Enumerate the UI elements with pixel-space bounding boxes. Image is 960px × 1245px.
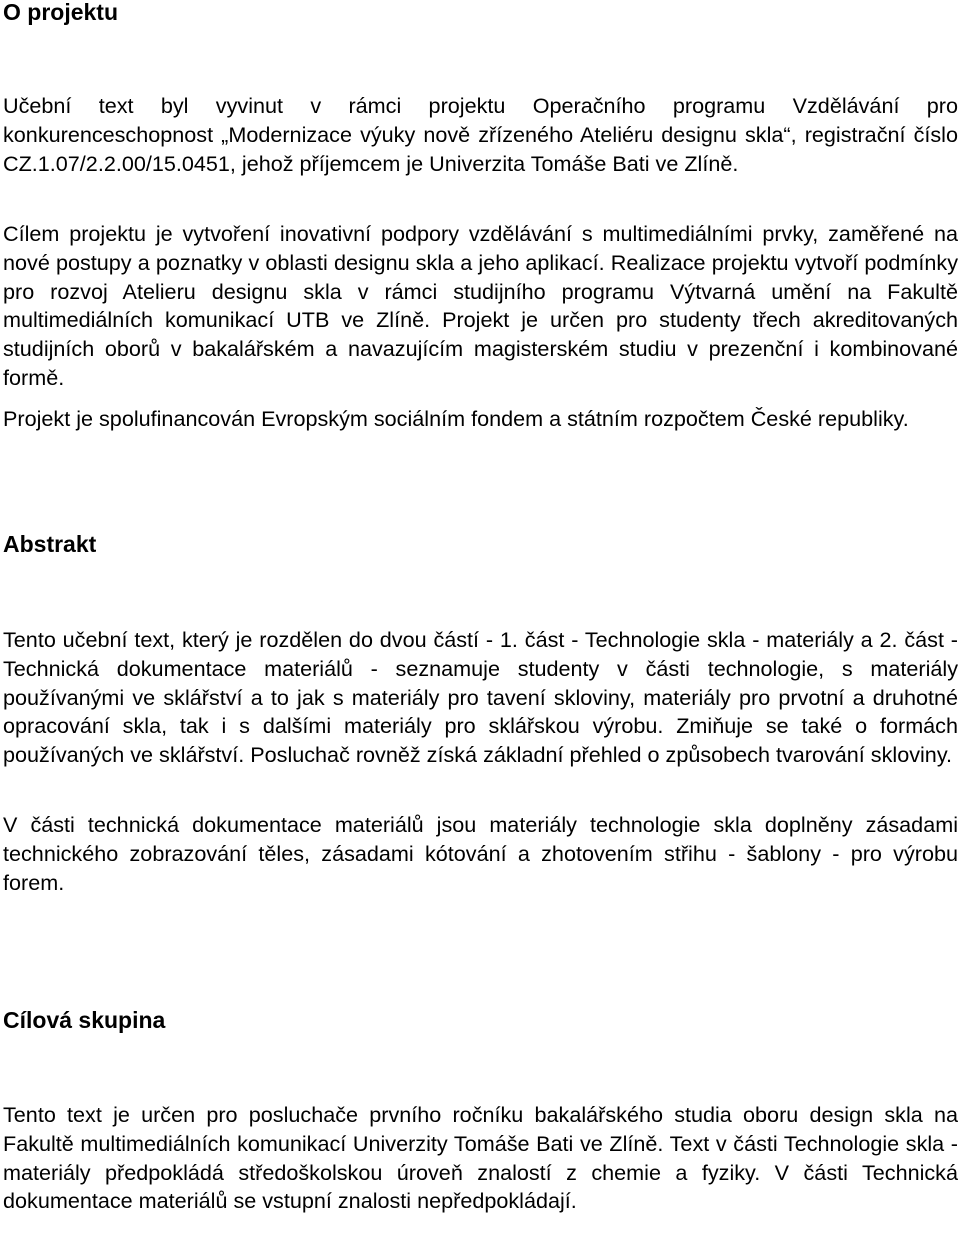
paragraph-projekt-financovani: Projekt je spolufinancován Evropským sociálním fondem a státním rozpočtem České republiky. [3, 406, 909, 431]
section-heading-o-projektu: O projektu [3, 0, 119, 25]
section-heading-cilova-skupina: Cílová skupina [3, 1007, 166, 1033]
section-heading-abstrakt: Abstrakt [3, 531, 97, 557]
paragraph-abstrakt-dokumentace: V části technická dokumentace materiálů jsou materiály technologie skla doplněny zásadami technického zobrazování těles, zásadami kótování a zhotovením střihu - šablony - pro výrobu forem. [3, 812, 958, 895]
paragraph-abstrakt-obsah: Tento učební text, který je rozdělen do dvou částí - 1. část - Technologie skla - materiály a 2. část - Technická dokumentace materiálů - seznamuje studenty v části technologie, s materiály používanými ve sklářství a to jak s materiály pro tavení skloviny, materiály pro prvotní a druhotné opracování skla, tak i s dalšími materiály pro sklářskou výrobu. Zmiňuje se také o formách používaných ve sklářství. Posluchač rovněž získá základní přehled o způsobech tvarování skloviny. [3, 627, 958, 768]
paragraph-projekt-intro: Učební text byl vyvinut v rámci projektu Operačního programu Vzdělávání pro konkurenceschopnost „Modernizace výuky nově zřízeného Ateliéru designu skla“, registrační číslo CZ.1.07/2.2.00/15.0451, jehož příjemcem je Univerzita Tomáše Bati ve Zlíně. [3, 93, 958, 176]
paragraph-projekt-cil: Cílem projektu je vytvoření inovativní podpory vzdělávání s multimediálními prvky, zaměřené na nové postupy a poznatky v oblasti designu skla a jeho aplikací. Realizace projektu vytvoří podmínky pro rozvoj Atelieru designu skla v rámci studijního programu Výtvarná umění na Fakultě multimediálních komunikací UTB ve Zlíně. Projekt je určen pro studenty třech akreditovaných studijních oborů v bakalářském a navazujícím magisterském studiu v prezenční i kombinované formě. [3, 221, 958, 390]
paragraph-cilova-skupina: Tento text je určen pro posluchače prvního ročníku bakalářského studia oboru design skla na Fakultě multimediálních komunikací Univerzity Tomáše Bati ve Zlíně. Text v části Technologie skla - materiály předpokládá středoškolskou úroveň znalostí z chemie a fyziky. V části Technická dokumentace materiálů se vstupní znalosti nepředpokládají. [3, 1102, 958, 1214]
